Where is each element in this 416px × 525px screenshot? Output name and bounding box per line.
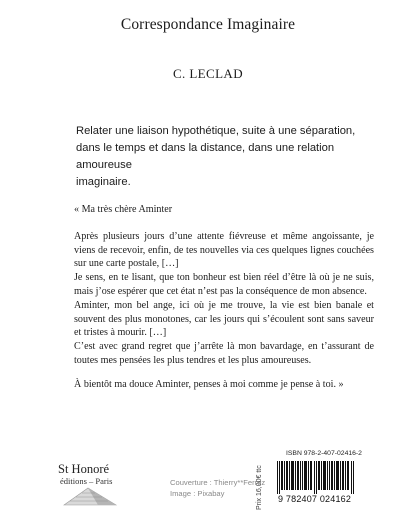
letter-paragraph: Aminter, mon bel ange, ici où je me trouve, la vie est bien banale et souvent des plus monotones, car les jours qui s’écoulent sont sans saveur et tristes à mourir. […] [74, 299, 374, 339]
publisher-subtitle: éditions – Paris [60, 476, 113, 486]
letter-paragraph: Après plusieurs jours d’une attente fiévreuse et même angoissante, je viens de recevoir, enfin, de tes nouvelles via ces quelques lignes couchées sur une carte postale, […] [74, 230, 374, 270]
barcode-icon [275, 461, 357, 494]
image-credit: Image : Pixabay [170, 489, 225, 498]
blurb-line: imaginaire. [76, 176, 131, 188]
blurb-line: dans le temps et dans la distance, dans une relation amoureuse [76, 142, 335, 171]
publisher-name: St Honoré [58, 462, 110, 476]
cover-credits [170, 477, 265, 499]
letter-salutation: « Ma très chère Aminter [74, 204, 173, 215]
letter-closing: À bientôt ma douce Aminter, penses à moi comme je pense à toi. » [74, 378, 344, 390]
letter-paragraph: Je sens, en te lisant, que ton bonheur est bien réel d’être là où je ne suis, mais j’ose espérer que cet état n’est pas la conséquence de mon absence. [74, 272, 374, 297]
book-blurb [76, 123, 376, 191]
isbn-label: ISBN 978-2-407-02416-2 [286, 450, 362, 457]
letter-excerpt [74, 203, 374, 392]
publisher-logo [58, 462, 153, 512]
book-author: C. LECLAD [172, 66, 244, 81]
cover-credit: Couverture : Thierry**Ferrez [170, 478, 266, 487]
price-label: Prix 16,00€ ttc [256, 465, 263, 510]
letter-paragraph: C’est avec grand regret que j’arrête là mon bavardage, en t’assurant de toutes mes pensées les plus tendres et les plus amoureuses. [74, 341, 374, 366]
book-title: Correspondance Imaginaire [120, 16, 296, 33]
blurb-line: Relater une liaison hypothétique, suite à une séparation, [76, 125, 356, 137]
barcode-digits: 9 782407 024162 [278, 494, 352, 504]
pyramid-icon [58, 486, 122, 506]
